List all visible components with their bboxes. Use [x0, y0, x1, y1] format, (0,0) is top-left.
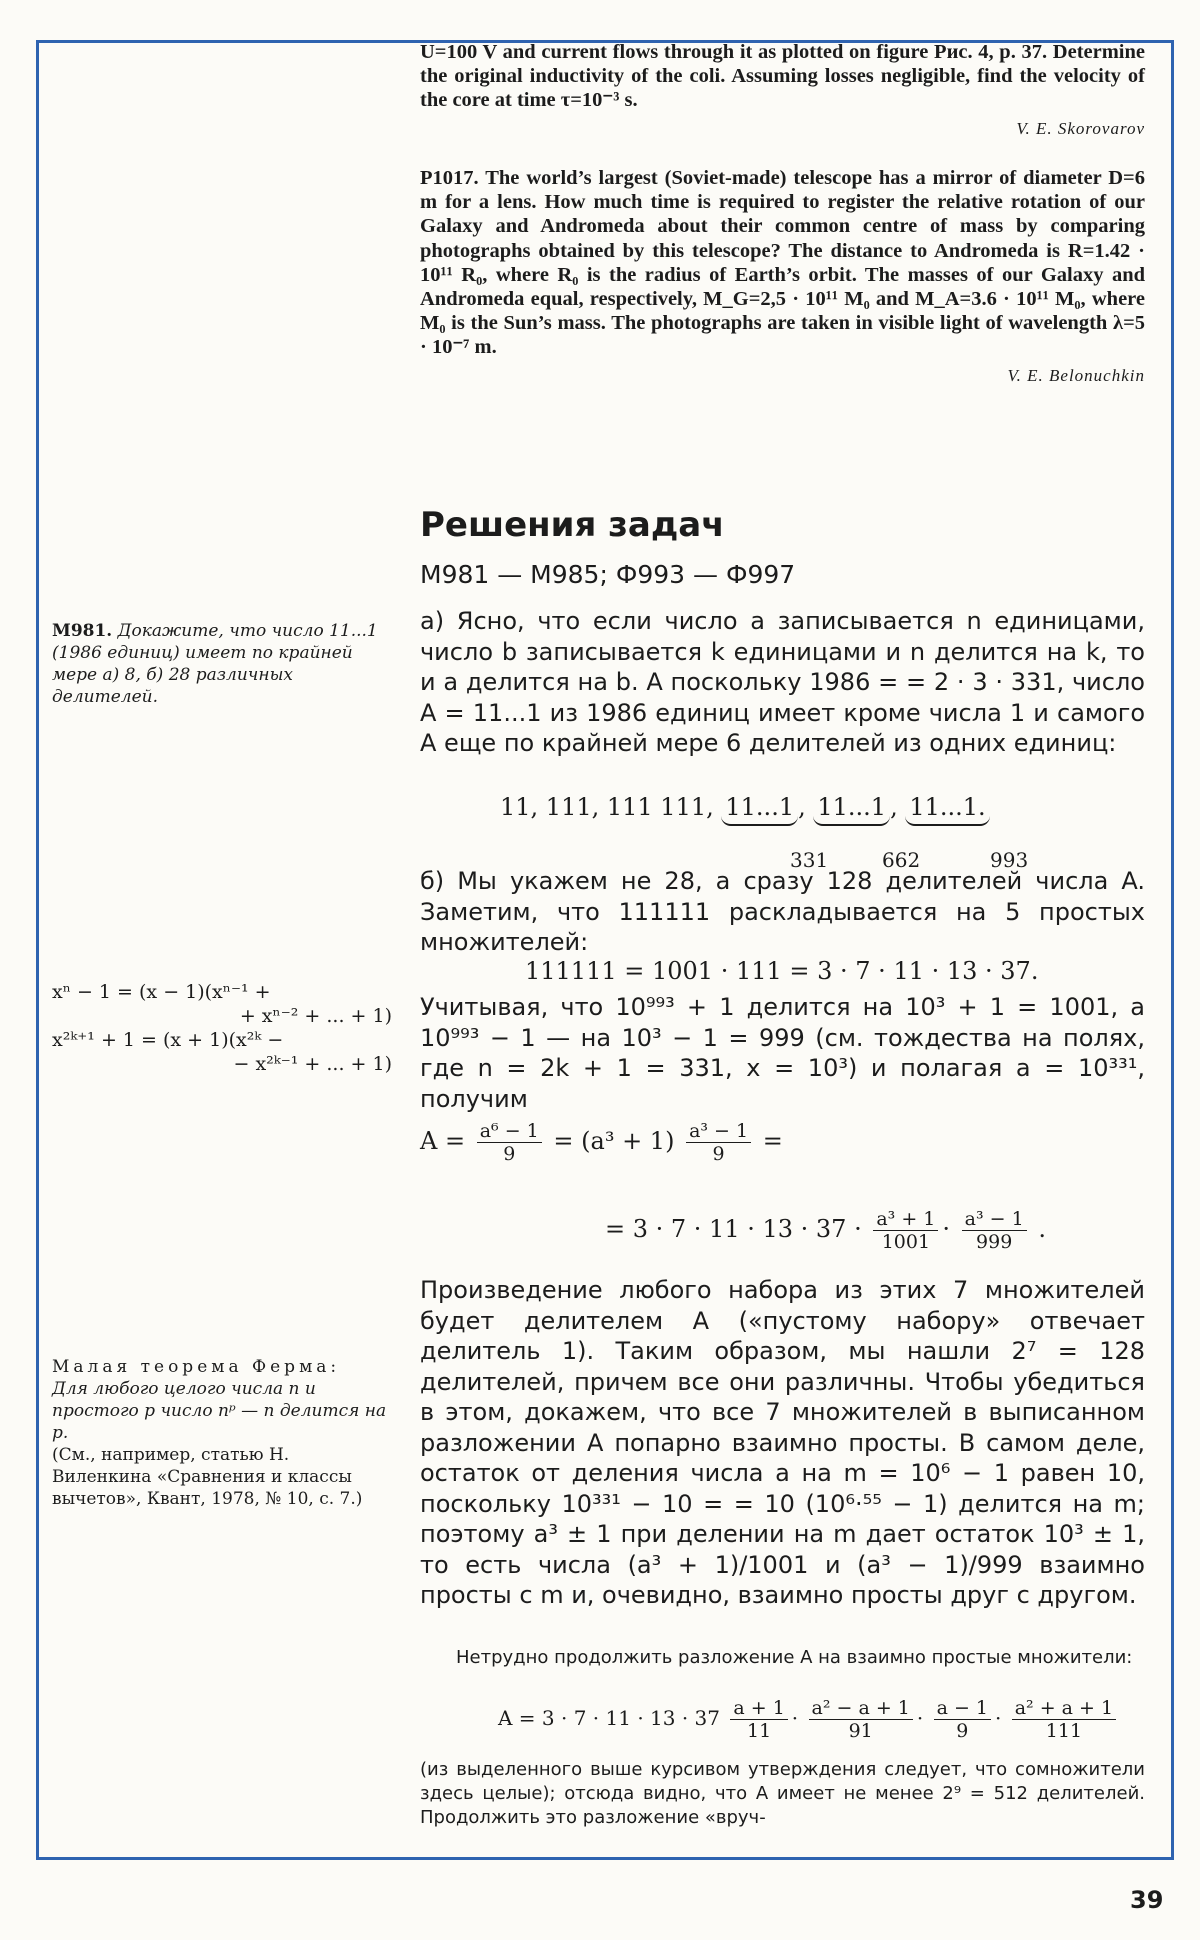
formula-b-f1-den: 1001 [881, 1231, 931, 1253]
formula-a-end: = [762, 1127, 783, 1155]
formula-a-fraction-1 [477, 1120, 542, 1165]
formula-a [420, 1120, 783, 1165]
solution-paragraph-b2-text: Учитывая, что 10⁹⁹³ + 1 делится на 10³ + 1 = 1001, а 10⁹⁹³ − 1 — на 10³ − 1 = 999 (см. тождества на полях, где n = 2k + 1 = 331, x = 10³) и полагая a = 10³³¹, получим [420, 993, 1145, 1113]
formula-b: = 3 · 7 · 11 · 13 · 37 · $\frac{\text{a³ + 1}}{1001}$ · $\frac{\text{a³ − 1}}{999}$ . [605, 1208, 1046, 1253]
problem-p1017-label: P1017. [420, 167, 479, 189]
brace-count-662: 662 [882, 848, 921, 872]
solution-small-par2 [420, 1758, 1145, 1830]
formula-c-f1-num: a + 1 [730, 1697, 787, 1720]
solution-paragraph-b3 [420, 1275, 1145, 1611]
formula-a-f1-num: a⁶ − 1 [477, 1120, 542, 1143]
brace-item-993: 11...1. [905, 793, 989, 826]
formula-c-left: A = 3 · 7 · 11 · 13 · 37 [498, 1706, 721, 1730]
formula-b-f2-den: 999 [976, 1231, 1013, 1253]
formula-c-f2-den: 91 [848, 1720, 873, 1742]
formula-c-f3-num: a − 1 [934, 1697, 991, 1720]
formula-b-f2-num: a³ − 1 [962, 1208, 1027, 1231]
problem-continued [420, 40, 1145, 141]
solution-paragraph-b2 [420, 992, 1145, 1114]
identity-1-line-a: xⁿ − 1 = (x − 1)(xⁿ⁻¹ + [52, 981, 271, 1003]
solution-small-par2-text: (из выделенного выше курсивом утверждения следует, что сомножители здесь целые); отсюда видно, что A имеет не менее 2⁹ = 512 делителей. Продолжить это разложение «вруч- [420, 1759, 1145, 1828]
formula-c-f4-den: 111 [1045, 1720, 1083, 1742]
solution-small-par1 [420, 1646, 1145, 1670]
solution-small-par1-text: Нетрудно продолжить разложение A на взаимно простые множители: [456, 1647, 1133, 1668]
formula-c-fraction-4 [1012, 1697, 1116, 1742]
brace-item-331: 11...1 [721, 793, 798, 826]
solution-paragraph-b3-text: Произведение любого набора из этих 7 множителей будет делителем A («пустому набору» отвечает делитель 1). Таким образом, мы нашли 2⁷ = 128 делителей, причем все они различны. Чтобы убедиться в этом, докажем, что все 7 множителей в выписанном разложении A попарно взаимно просты. В самом деле, остаток от деления числа a на m = 10⁶ − 1 равен 10, поскольку 10³³¹ − 10 = = 10 (10⁶·⁵⁵ − 1) делится на m; поэтому a³ ± 1 при делении на m дает остаток 10³ ± 1, то есть числа (a³ + 1)/1001 и (a³ − 1)/999 взаимно просты с m и, очевидно, взаимно просты друг с другом. [420, 1276, 1145, 1609]
formula-c: A = 3 · 7 · 11 · 13 · 37 $\frac{a + 1}{11}$ · $\frac{\text{a² − a + 1}}{91}$ · $\frac{a - 1}{9}$ · $\frac{\text{a² + a + 1}}{111}$ [498, 1697, 1120, 1742]
formula-b-f1-num: a³ + 1 [873, 1208, 938, 1231]
formula-c-f1-den: 11 [746, 1720, 772, 1742]
fermat-text: Для любого целого числа n и простого p число nᵖ — n делится на p. [52, 1379, 387, 1443]
identity-1-line-b: + xⁿ⁻² + ... + 1) [239, 1005, 392, 1027]
divisors-list: 11, 111, 111 111, [500, 793, 714, 821]
formula-c-fraction-1 [730, 1697, 787, 1742]
problem-p1017-author: V. E. Belonuchkin [1007, 365, 1145, 385]
section-subtitle: M981 — M985; Ф993 — Ф997 [420, 560, 796, 589]
brace-item-662: 11...1 [813, 793, 890, 826]
brace-count-331: 331 [790, 848, 829, 872]
formula-a-f2-num: a³ − 1 [686, 1120, 751, 1143]
formula-b-fraction-1 [873, 1208, 938, 1253]
margin-note-identities [52, 980, 392, 1076]
margin-note-m981-text: Докажите, что число 11...1 (1986 единиц) имеет по крайней мере а) 8, б) 28 различных делителей. [52, 621, 378, 707]
formula-c-f4-num: a² + a + 1 [1012, 1697, 1116, 1720]
brace-count-993: 993 [990, 848, 1029, 872]
problem-p1017-text: The world’s largest (Soviet-made) telescope has a mirror of diameter D=6 m for a lens. How much time is required to register the relative rotation of our Galaxy and Andromeda about their common centre of mass by comparing photographs obtained by this telescope? The distance to Andromeda is R=1.42 · 10¹¹ R₀, where R₀ is the radius of Earth’s orbit. The masses of our Galaxy and Andromeda equal, respectively, M_G=2,5 · 10¹¹ M₀ and M_A=3.6 · 10¹¹ M₀, where M₀ is the Sun’s mass. The photographs are taken in visible light of wavelength λ=5 · 10⁻⁷ m. [420, 167, 1145, 359]
problem-p1017 [420, 166, 1145, 388]
fermat-reference: (См., например, статью Н. Виленкина «Сравнения и классы вычетов», Квант, 1978, № 10, с. 7.) [52, 1445, 363, 1509]
formula-a-fraction-2 [686, 1120, 751, 1165]
section-title: Решения задач [420, 505, 725, 545]
formula-a-f2-den: 9 [712, 1143, 725, 1165]
problem-continued-text: U=100 V and current flows through it as plotted on figure Рис. 4, p. 37. Determine the original inductivity of the coli. Assuming losses negligible, find the velocity of the core at time τ=10⁻³ s. [420, 41, 1145, 112]
formula-c-fraction-3 [934, 1697, 991, 1742]
solution-part-b-text: б) Мы укажем не 28, а сразу 128 делителей числа A. Заметим, что 111111 раскладывается на 5 простых множителей: [420, 867, 1145, 956]
margin-note-m981-label: M981. [52, 621, 113, 641]
solution-part-a [420, 606, 1145, 759]
solution-part-a-text: а) Ясно, что если число a записывается n единицами, число b записывается k единицами и n делится на k, то и a делится на b. А поскольку 1986 = = 2 · 3 · 331, число A = 11...1 из 1986 единиц имеет кроме числа 1 и самого A еще по крайней мере 6 делителей из одних единиц: [420, 607, 1145, 757]
formula-c-f2-num: a² − a + 1 [809, 1697, 913, 1720]
divisors-line: 11, 111, 111 111, 11...1 , 11...1 , 11...1. [500, 793, 990, 826]
formula-c-f3-den: 9 [956, 1720, 969, 1742]
identity-2-line-a: x²ᵏ⁺¹ + 1 = (x + 1)(x²ᵏ − [52, 1029, 284, 1051]
page-number: 39 [1130, 1886, 1164, 1914]
formula-a-mid: = (a³ + 1) [553, 1127, 675, 1155]
margin-note-fermat [52, 1356, 392, 1510]
formula-a-left: A = [420, 1127, 466, 1155]
formula-a-f1-den: 9 [503, 1143, 516, 1165]
problem-continued-author: V. E. Skorovarov [1016, 118, 1145, 138]
fermat-title: Малая теорема Ферма: [52, 1357, 341, 1377]
factor-line: 111111 = 1001 · 111 = 3 · 7 · 11 · 13 · 37. [525, 957, 1039, 985]
formula-b-left: = 3 · 7 · 11 · 13 · 37 · [605, 1215, 862, 1243]
formula-b-end: . [1038, 1215, 1046, 1243]
margin-note-m981 [52, 620, 392, 708]
solution-part-b [420, 866, 1145, 958]
formula-c-fraction-2 [809, 1697, 913, 1742]
identity-2-line-b: − x²ᵏ⁻¹ + ... + 1) [233, 1053, 392, 1075]
formula-b-fraction-2 [962, 1208, 1027, 1253]
